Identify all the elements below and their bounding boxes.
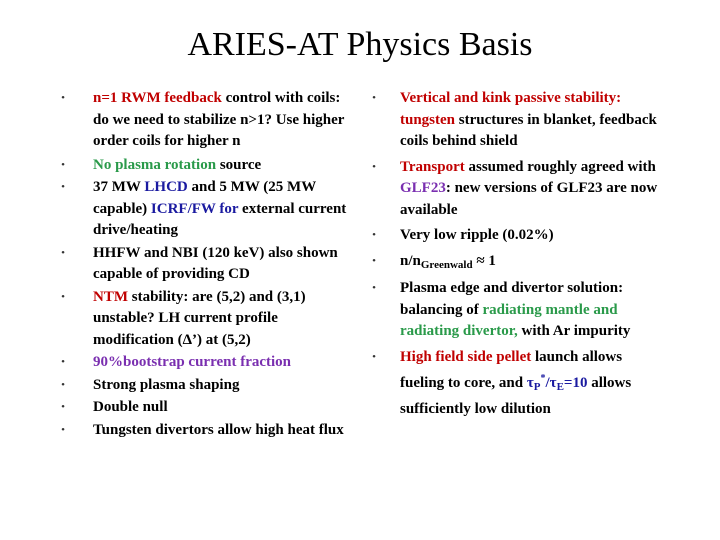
item-text: Strong plasma shaping <box>93 376 240 393</box>
list-item <box>56 88 356 153</box>
ratio-value: =10 <box>563 375 588 391</box>
item-text: launch allows fueling to core, and <box>400 348 623 391</box>
bullet-icon: • <box>61 158 65 171</box>
highlight-text: Vertical and kink passive stability: tungsten <box>400 90 622 128</box>
highlight-text: No plasma rotation <box>93 156 217 173</box>
bullet-icon: • <box>61 246 65 259</box>
list-item <box>56 177 356 242</box>
list-item <box>367 88 667 153</box>
subscript: P <box>533 381 541 393</box>
slash: / <box>545 375 550 391</box>
list-item <box>56 352 356 374</box>
subscript: E <box>556 381 564 393</box>
bullet-icon: • <box>61 378 65 391</box>
bullet-icon: • <box>372 254 376 267</box>
item-text: : new versions of GLF23 are now available <box>400 180 658 218</box>
tau-symbol: τ <box>526 375 534 391</box>
item-text: n/n <box>400 252 421 269</box>
item-text: Tungsten divertors allow high heat flux <box>93 421 344 438</box>
item-text: Very low ripple (0.02%) <box>400 227 554 243</box>
bullet-icon: • <box>372 92 376 104</box>
item-text: allows sufficiently low dilution <box>400 375 632 417</box>
list-item <box>56 243 356 286</box>
bullet-icon: • <box>61 181 65 193</box>
list-item <box>367 157 667 222</box>
highlight-text: LHCD <box>144 179 188 195</box>
tau-symbol: τ <box>549 375 557 391</box>
bullet-icon: • <box>61 423 65 436</box>
item-text: control with coils: do we need to stabilize n>1? Use higher order coils for higher n <box>93 90 345 149</box>
bullet-icon: • <box>372 282 376 294</box>
item-text: assumed roughly agreed with <box>464 158 656 175</box>
item-text: Plasma edge and divertor solution: balancing of <box>400 280 624 318</box>
bullet-icon: • <box>372 160 376 173</box>
slide-title: ARIES-AT Physics Basis <box>187 26 533 63</box>
item-text: Greenwald <box>420 258 473 271</box>
highlight-text: High field side pellet <box>400 348 532 365</box>
highlight-text: 90%bootstrap current fraction <box>93 354 292 370</box>
item-text: ≈ 1 <box>472 252 496 269</box>
bullet-icon: • <box>61 290 65 303</box>
item-text: Double null <box>93 399 168 415</box>
item-text: external current drive/heating <box>93 200 347 238</box>
left-bullet-list <box>56 88 356 442</box>
list-item <box>56 420 356 442</box>
bullet-icon: • <box>61 356 65 368</box>
list-item <box>367 278 667 343</box>
item-text: source <box>216 156 262 173</box>
item-text: and 5 MW (25 MW capable) <box>93 179 316 217</box>
highlight-text: n=1 RWM feedback <box>93 90 222 106</box>
bullet-icon: • <box>61 92 65 104</box>
list-item <box>56 287 356 352</box>
list-item <box>56 155 356 177</box>
item-text: structures in blanket, feedback coils behind shield <box>400 111 657 149</box>
superscript: * <box>540 373 546 384</box>
bullet-icon: • <box>372 229 376 241</box>
item-text: HHFW and NBI (120 keV) also shown capable of providing CD <box>93 244 338 282</box>
list-item <box>367 225 667 247</box>
item-text: with Ar impurity <box>517 323 631 339</box>
highlight-text: Transport <box>400 158 465 175</box>
highlight-text: GLF23 <box>400 180 446 196</box>
list-item <box>56 397 356 419</box>
bullet-icon: • <box>61 401 65 413</box>
tau-ratio <box>527 375 588 391</box>
list-item <box>367 347 667 421</box>
list-item <box>56 375 356 397</box>
right-bullet-list <box>367 88 667 421</box>
highlight-text: radiating mantle and radiating divertor, <box>400 301 618 339</box>
highlight-text: NTM <box>93 288 128 305</box>
highlight-text: ICRF/FW for <box>150 200 239 217</box>
list-item <box>367 251 667 277</box>
bullet-icon: • <box>372 350 376 363</box>
item-text: 37 MW <box>93 179 145 195</box>
item-text: stability: are (5,2) and (3,1) unstable? LH current profile modification (Δ’) at (5,2) <box>93 288 306 348</box>
